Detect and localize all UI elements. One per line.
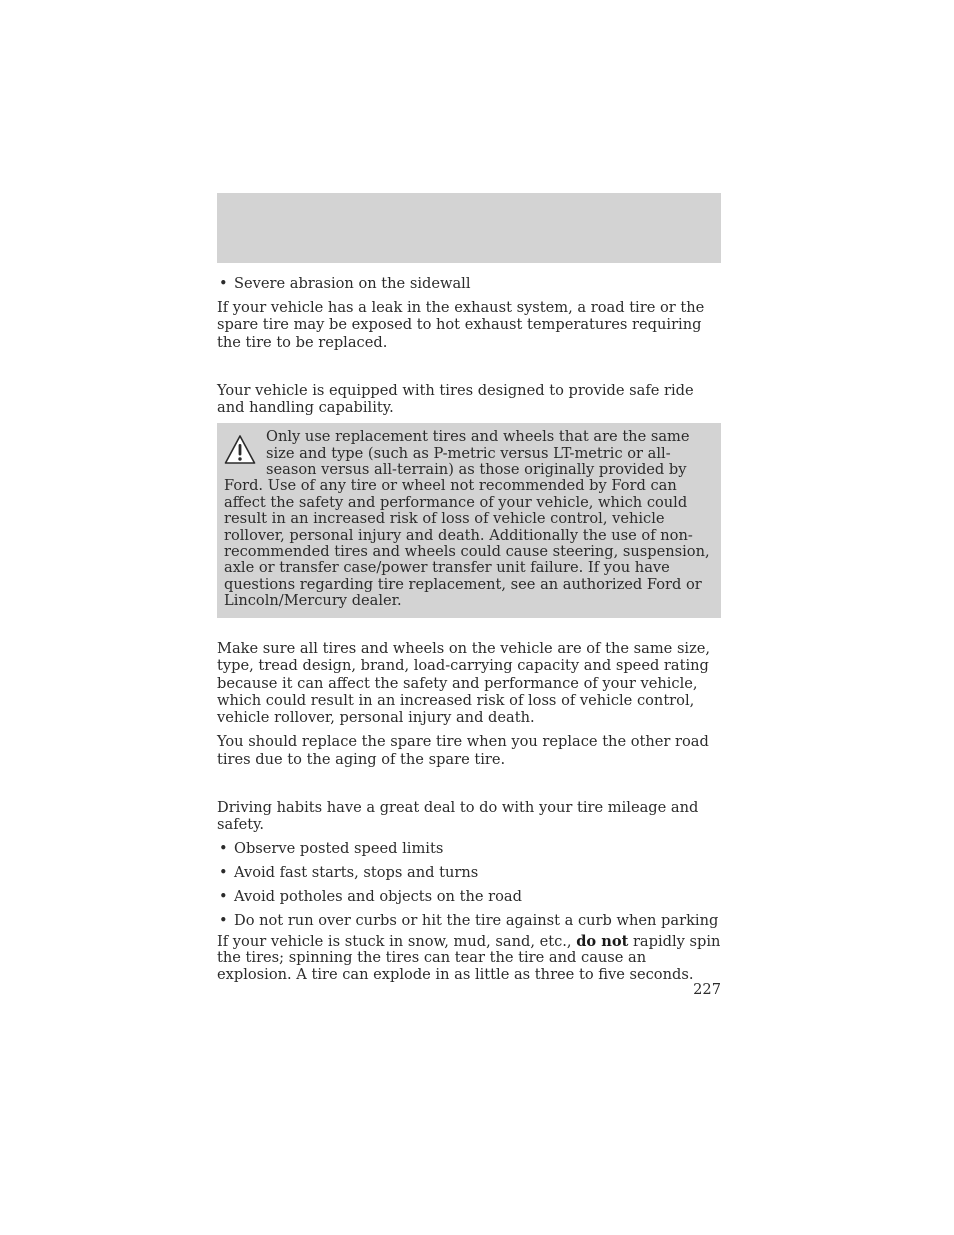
list-item: • Severe abrasion on the sidewall (217, 275, 721, 292)
paragraph-spare: You should replace the spare tire when you replace the other road tires due to the aging of the spare tire. (217, 733, 709, 768)
list-item: • Avoid potholes and objects on the road (217, 888, 721, 905)
page-number: 227 (693, 981, 721, 998)
paragraph-exhaust: If your vehicle has a leak in the exhaust system, a road tire or the spare tire may be exposed to hot exhaust temperatures requiring the tire to be replaced. (217, 299, 705, 351)
warning-text: Only use replacement tires and wheels that are the same size and type (such as P-metric versus LT-metric or all-season versus all-terrain) as those originally provided by Ford. Use of any tire or wheel not recommended by Ford can affect the safety and performance of your vehicle, which could result in an increased risk of loss of vehicle control, vehicle rollover, personal injury and death. Additionally the use of non-recommended tires and wheels could cause steering, suspension, axle or transfer case/power transfer unit failure. If you have questions regarding tire replacement, see an authorized Ford or Lincoln/Mercury dealer. (224, 428, 710, 610)
list-item: • Do not run over curbs or hit the tire against a curb when parking (217, 912, 721, 929)
page-header-band (217, 193, 721, 263)
list-item: • Avoid fast starts, stops and turns (217, 864, 721, 881)
list-item: • Observe posted speed limits (217, 840, 721, 857)
page-content (217, 275, 721, 990)
paragraph-driving: Driving habits have a great deal to do with your tire mileage and safety. (217, 798, 699, 834)
emphasis-do-not: do not (576, 932, 629, 950)
paragraph-make-sure: Make sure all tires and wheels on the vehicle are of the same size, type, tread design, brand, load-carrying capacity and speed rating because it can affect the safety and performance of your vehicle, which could result in an increased risk of loss of vehicle control, vehicle rollover, personal injury and death. (217, 639, 711, 727)
warning-triangle-icon (224, 434, 256, 466)
paragraph-stuck: If your vehicle is stuck in snow, mud, sand, etc., do not rapidly spin the tires; spinning the tires can tear the tire and cause an explosion. A tire can explode in as little as three to five seconds. (217, 932, 721, 983)
paragraph-equipped: Your vehicle is equipped with tires designed to provide safe ride and handling capability. (217, 381, 694, 417)
warning-box (217, 423, 721, 617)
